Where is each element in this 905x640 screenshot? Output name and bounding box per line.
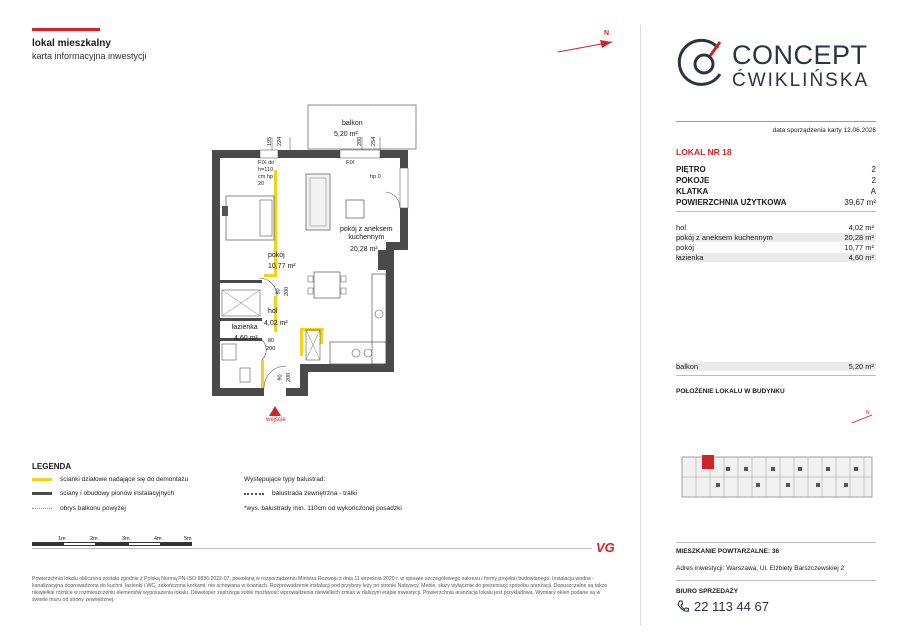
bath-area: 4,60 m² [234, 335, 258, 342]
room-row: hol 4,02 m² [676, 223, 874, 232]
dim-label: 90 [277, 374, 284, 381]
scale-bar [32, 536, 592, 556]
date-label: data sporządzenia karty 12.06.2026 [772, 127, 876, 134]
repeat-label: MIESZKANIE POWTARZALNE: 36 [676, 548, 780, 555]
scale-tick: 1m [58, 536, 66, 542]
spec-row: POKOJE 2 [676, 176, 876, 185]
scale-tick: 5m [184, 536, 192, 542]
bath-label: łazienka [232, 324, 258, 331]
dim-label: 200 [286, 372, 293, 383]
card-top-rule [676, 121, 876, 122]
balcony-rule [676, 375, 876, 376]
balcony-label: balkon [342, 120, 363, 127]
vertical-divider [640, 25, 641, 625]
repeat-rule [676, 542, 876, 543]
dim-label: 224 [277, 136, 284, 147]
balustrade-title: Występujące typy balustrad: [244, 476, 326, 483]
brand-logo [676, 36, 876, 92]
building-key-plan [676, 405, 876, 535]
dim-label: 200 [266, 346, 276, 352]
kitchen-label: pokój z aneksem kuchennym [340, 226, 393, 242]
office-title: BIURO SPRZEDAŻY [676, 588, 739, 595]
legend-item-balustrade: balustrada zewnętrzna - tralki [244, 490, 357, 497]
north-label: N [604, 30, 610, 37]
dim-label: 195 [267, 136, 274, 147]
svg-text:N: N [866, 410, 870, 416]
spec-rule [676, 211, 876, 212]
hp-note: hp 0 [370, 174, 381, 180]
legend-item-demountable: ścianki działowe nadające się do demontażu [32, 476, 188, 483]
spec-row: POWIERZCHNIA UŻYTKOWA 39,67 m² [676, 198, 876, 207]
yellow-wall-swatch [32, 478, 52, 481]
floor-plan [190, 100, 450, 430]
legend-item-balcony-outline: obrys balkonu powyżej [32, 505, 126, 512]
address-rule [676, 580, 876, 581]
room-row: pokój 10,77 m² [676, 243, 874, 252]
room-label: pokój [268, 252, 285, 259]
disclaimer-text: Powierzchnia lokalu obliczona została zgodnie z Polską Normą PN-ISO 9836:2022-07, powołaną w rozporządzeniu Ministra Rozwoju z dnia 11 września 2020 r. w sprawie szczegółowego zakresu i formy projektu budowlanego. Instalacja wodna - kanalizacyjna doprowadzona do kuchni, łazienki i WC, zakończona korkami, nie schowana w ścianach. Rozprowadzenie instalacji pod przybory leży po stronie Nabywcy. Meble, służy wyłącznie do prezentacji sposobu aranżacji. Dopuszczalne są także niewielkie różnice w rozmieszczeniu elementów wyposażenia lokalu. Deweloper zastrzega sobie możliwość wprowadzenia niewielkich zmian w dalszym etapie inwestycji. Powierzchnia aranżacja lokalu jest przykładowa. Wymiary okien podane są w świetle muru od strony zewnętrznej. [32, 576, 608, 604]
room-row: łazienka 4,60 m² [676, 253, 874, 262]
room-row: pokój z aneksem kuchennym 20,28 m² [676, 233, 874, 242]
address-label: Adres inwestycji: Warszawa, Ul. Elżbiety Barszczewskiej 2 [676, 565, 845, 572]
page-title: lokal mieszkalny [32, 38, 111, 49]
header-accent-bar [32, 28, 100, 31]
hol-label: hol [268, 308, 278, 315]
fix-note: FIX do h=110 cm hp 20 [258, 160, 275, 187]
page-subtitle: karta informacyjna inwestycji [32, 51, 147, 61]
spec-row: KLATKA A [676, 187, 876, 196]
position-title: POŁOŻENIE LOKALU W BUDYNKU [676, 388, 785, 395]
brand-name-bottom: ĆWIKLIŃSKA [732, 70, 870, 91]
dim-label: 80 [275, 288, 282, 295]
lokal-number: LOKAL NR 18 [676, 147, 732, 157]
scale-tick: 2m [90, 536, 98, 542]
balcony-area: 5,20 m² [334, 131, 358, 138]
scale-tick: 3m [122, 536, 130, 542]
scale-tick: 4m [154, 536, 162, 542]
logo-mark-icon [676, 36, 730, 90]
legend-item-walls: ściany i obudowy pionów instalacyjnych [32, 490, 174, 497]
spec-row: PIĘTRO 2 [676, 165, 876, 174]
scale-baseline [32, 548, 592, 549]
balcony-row: balkon 5,20 m² [676, 362, 874, 371]
balustrade-swatch [244, 493, 264, 495]
outline-swatch [32, 508, 52, 509]
brand-name-top: CONCEPT [732, 40, 868, 70]
fix-note-2: FIX [346, 160, 355, 166]
dim-label: 80 [268, 338, 275, 344]
legend-title: LEGENDA [32, 462, 72, 471]
dim-label: 200 [284, 286, 291, 297]
dark-wall-swatch [32, 492, 52, 495]
hol-area: 4,02 m² [264, 320, 288, 327]
vg-logo: VG [596, 540, 615, 555]
entrance-label: wejście [266, 417, 286, 423]
dim-label: 254 [371, 136, 378, 147]
phone-number[interactable]: 22 113 44 67 [694, 599, 769, 614]
kitchen-area: 20,28 m² [350, 246, 378, 253]
dim-label: 200 [357, 136, 364, 147]
north-arrow-icon [556, 32, 616, 56]
phone-icon[interactable] [677, 600, 689, 618]
balustrade-note: *wys. balustrady min. 110cm od wykończonej posadzki [244, 505, 402, 512]
room-area: 10,77 m² [268, 263, 296, 270]
